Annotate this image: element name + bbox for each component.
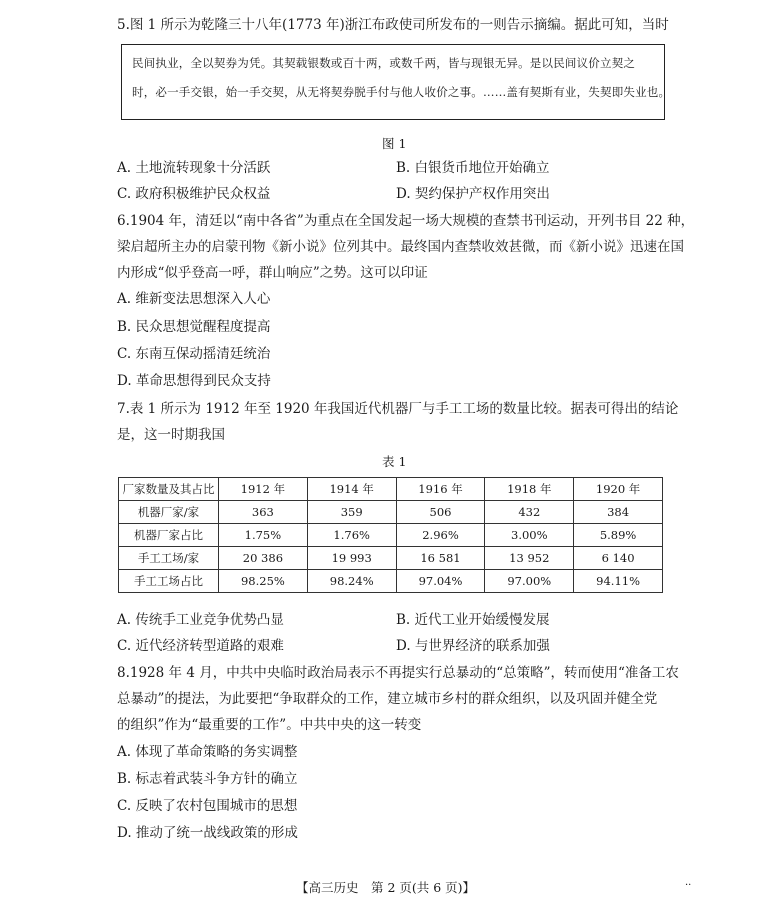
table-header-cell: 1916 年 [396,478,485,501]
q5-quote-line-1: 民间执业，全以契券为凭。其契载银数或百十两，或数千两，皆与现银无异。是以民间议价立契之 [132,56,636,70]
table-cell: 94.11% [574,570,663,593]
q8-option-b: B. 标志着武装斗争方针的确立 [117,771,298,787]
table-cell: 2.96% [396,524,485,547]
q7-stem-line-1: 7.表 1 所示为 1912 年至 1920 年我国近代机器厂与手工工场的数量比较。据表可得出的结论 [117,401,679,417]
table-cell: 16 581 [396,547,485,570]
table-row [119,501,663,524]
table-cell: 98.24% [307,570,396,593]
q5-quote-box [121,44,671,120]
q6-option-a: A. 维新变法思想深入人心 [117,291,271,307]
q8-stem-line-1: 8.1928 年 4 月，中共中央临时政治局表示不再提实行总暴动的“总策略”，转而使用“准备工农 [117,665,679,681]
table-header-cell: 1918 年 [485,478,574,501]
q6-stem-line-2: 梁启超所主办的启蒙刊物《新小说》位列其中。最终国内查禁收效甚微，而《新小说》迅速在国 [117,239,684,255]
q5-option-c: C. 政府积极维护民众权益 [117,186,271,202]
table-header-cell: 1912 年 [219,478,308,501]
table-cell: 机器厂家/家 [119,501,219,524]
table-row [119,570,663,593]
table-header-row [119,478,663,501]
table-cell: 432 [485,501,574,524]
q7-data-table [118,477,663,593]
q8-option-c: C. 反映了农村包围城市的思想 [117,798,298,814]
q5-stem: 5.图 1 所示为乾隆三十八年(1773 年)浙江布政使司所发布的一则告示摘编。据此可知，当时 [117,17,669,33]
table-cell: 1.75% [219,524,308,547]
table-row [119,524,663,547]
q5-option-a: A. 土地流转现象十分活跃 [117,160,271,176]
q7-stem-line-2: 是，这一时期我国 [117,427,225,443]
q7-option-d: D. 与世界经济的联系加强 [396,638,550,654]
table-cell: 20 386 [219,547,308,570]
q8-stem-line-2: 总暴动”的提法，为此要把“争取群众的工作，建立城市乡村的群众组织，以及巩固并健全党 [117,691,658,707]
table-cell: 机器厂家占比 [119,524,219,547]
table-cell: 5.89% [574,524,663,547]
q5-option-b: B. 白银货币地位开始确立 [396,160,550,176]
table-row [119,547,663,570]
q7-option-a: A. 传统手工业竞争优势凸显 [117,612,284,628]
table-cell: 19 993 [307,547,396,570]
q8-stem-line-3: 的组织”作为“最重要的工作”。中共中央的这一转变 [117,717,422,733]
q6-option-b: B. 民众思想觉醒程度提高 [117,319,271,335]
table-cell: 6 140 [574,547,663,570]
page-footer: 【高三历史 第 2 页(共 6 页)】 [295,880,476,895]
table-cell: 363 [219,501,308,524]
table-cell: 384 [574,501,663,524]
table-header-cell: 1914 年 [307,478,396,501]
q7-option-b: B. 近代工业开始缓慢发展 [396,612,550,628]
q6-stem-line-3: 内形成“似乎登高一呼，群山响应”之势。这可以印证 [117,265,428,281]
table-cell: 13 952 [485,547,574,570]
table-cell: 手工工场/家 [119,547,219,570]
q6-stem-line-1: 6.1904 年，清廷以“南中各省”为重点在全国发起一场大规模的查禁书刊运动，开列书目 22 种， [117,213,695,229]
q5-figure-caption: 图 1 [382,136,407,151]
q6-option-d: D. 革命思想得到民众支持 [117,373,271,389]
corner-mark: ·· [685,880,692,891]
q5-quote-line-2: 时，必一手交银，始一手交契，从无将契券脱手付与他人收价之事。……盖有契斯有业，失契即失业也。 [132,85,671,99]
table-header-cell: 厂家数量及其占比 [119,478,219,501]
table-cell: 98.25% [219,570,308,593]
table-cell: 506 [396,501,485,524]
q7-table-caption: 表 1 [382,454,407,469]
q5-option-d: D. 契约保护产权作用突出 [396,186,550,202]
table-cell: 3.00% [485,524,574,547]
table-cell: 97.04% [396,570,485,593]
table-cell: 359 [307,501,396,524]
table-cell: 97.00% [485,570,574,593]
table-header-cell: 1920 年 [574,478,663,501]
q6-option-c: C. 东南互保动摇清廷统治 [117,346,271,362]
q8-option-a: A. 体现了革命策略的务实调整 [117,744,298,760]
q7-option-c: C. 近代经济转型道路的艰难 [117,638,284,654]
table-cell: 1.76% [307,524,396,547]
q8-option-d: D. 推动了统一战线政策的形成 [117,825,298,841]
table-cell: 手工工场占比 [119,570,219,593]
